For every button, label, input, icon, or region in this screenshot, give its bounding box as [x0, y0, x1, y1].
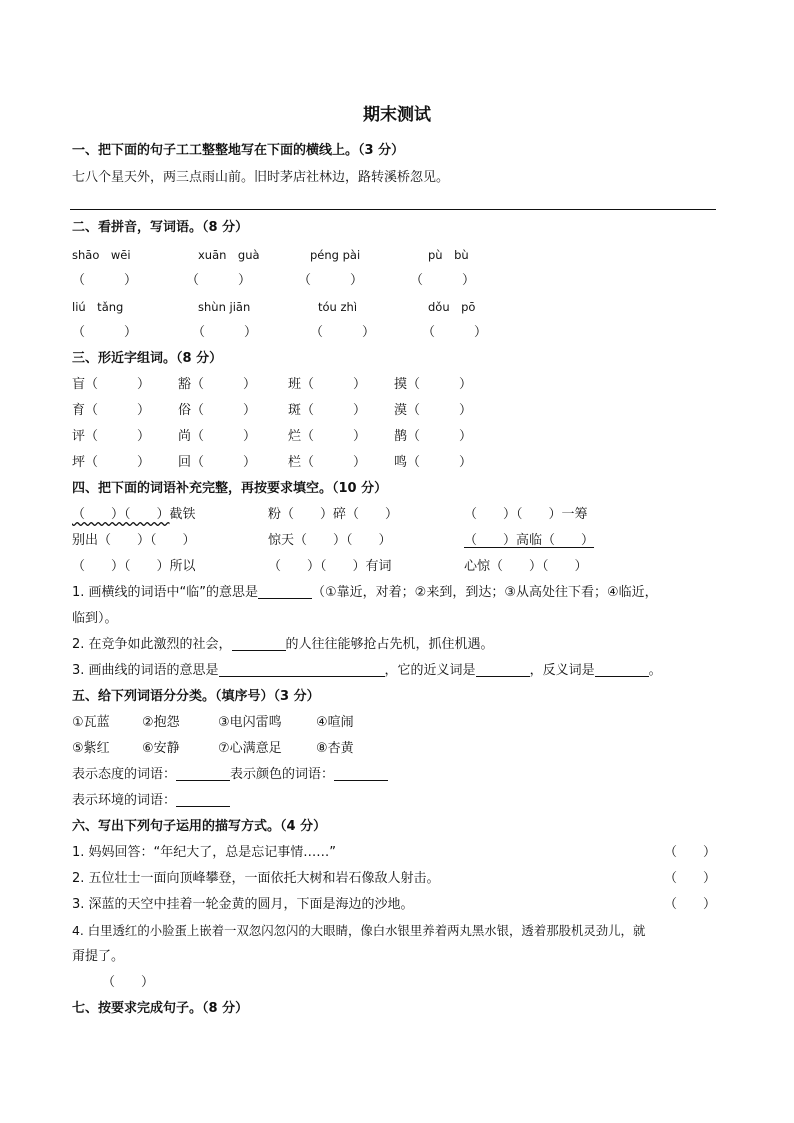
- word-option: ⑧杏黄: [316, 741, 354, 756]
- question-text: 2. 在竞争如此激烈的社会，: [72, 637, 232, 652]
- answer-bracket[interactable]: （ ）: [85, 377, 151, 392]
- pinyin-5: liú tǎng: [72, 300, 124, 314]
- section-2-heading: 二、看拼音，写词语。（8 分）: [72, 220, 249, 235]
- answer-bracket[interactable]: （ ）: [407, 429, 473, 444]
- question-options-cont: 临到）。: [72, 611, 118, 626]
- answer-bracket[interactable]: （ ）: [85, 403, 151, 418]
- answer-bracket[interactable]: （ ）: [301, 377, 367, 392]
- answer-blank[interactable]: [219, 662, 385, 677]
- idiom-text: 截铁: [169, 507, 196, 522]
- char: 回: [178, 455, 192, 470]
- char: 尚: [178, 429, 192, 444]
- category-label: 表示环境的词语：: [72, 793, 177, 808]
- answer-bracket[interactable]: （ ）: [186, 273, 252, 288]
- answer-bracket[interactable]: （ ）: [407, 403, 473, 418]
- idiom-blank[interactable]: 别出（ ）（ ）: [72, 533, 196, 548]
- poem-text: 七八个星天外，两三点雨山前。旧时茅店社林边，路转溪桥忽见。: [72, 170, 450, 185]
- word-option: ⑥安静: [142, 741, 180, 756]
- idiom-underlined-blank[interactable]: （ ）高临（ ）: [464, 533, 595, 548]
- idiom-blank[interactable]: （ ）（ ）有词: [268, 559, 392, 574]
- sentence-3: 3. 深蓝的天空中挂着一轮金黄的圆月，下面是海边的沙地。: [72, 897, 414, 912]
- char: 烂: [288, 429, 302, 444]
- question-text: 的人往往能够抢占先机，抓住机遇。: [285, 637, 494, 652]
- answer-blank[interactable]: [176, 792, 230, 807]
- answer-bracket[interactable]: （ ）: [191, 403, 257, 418]
- pinyin-4: pù bù: [428, 248, 469, 262]
- sentence-1: 1. 妈妈回答：“年纪大了，总是忘记事情……”: [72, 845, 337, 860]
- answer-bracket[interactable]: （ ）: [72, 325, 138, 340]
- answer-bracket[interactable]: （ ）: [192, 325, 258, 340]
- char: 鸣: [394, 455, 408, 470]
- char: 俗: [178, 403, 192, 418]
- answer-bracket[interactable]: （ ）: [191, 429, 257, 444]
- answer-bracket[interactable]: （ ）: [407, 455, 473, 470]
- char: 评: [72, 429, 86, 444]
- char: 栏: [288, 455, 302, 470]
- section-6-heading: 六、写出下列句子运用的描写方式。（4 分）: [72, 819, 327, 834]
- char: 育: [72, 403, 86, 418]
- answer-blank[interactable]: [476, 662, 530, 677]
- answer-bracket[interactable]: （ ）: [407, 377, 473, 392]
- answer-bracket[interactable]: （ ）: [301, 455, 367, 470]
- section-1-heading: 一、把下面的句子工工整整地写在下面的横线上。（3 分）: [72, 143, 405, 158]
- word-option: ①瓦蓝: [72, 715, 110, 730]
- answer-blank[interactable]: [232, 636, 286, 651]
- sentence-4-cont: 甭提了。: [72, 949, 125, 964]
- char: 豁: [178, 377, 192, 392]
- answer-blank[interactable]: [595, 662, 649, 677]
- answer-bracket[interactable]: （ ）: [191, 455, 257, 470]
- question-text: ，它的近义词是: [384, 663, 476, 678]
- word-option: ③电闪雷鸣: [218, 715, 282, 730]
- answer-bracket[interactable]: （ ）: [85, 429, 151, 444]
- answer-bracket[interactable]: （ ）: [664, 897, 717, 912]
- idiom-wavy-blank[interactable]: （ ）（ ）: [72, 507, 170, 522]
- question-text: 。: [648, 663, 662, 678]
- char: 摸: [394, 377, 408, 392]
- section-3-heading: 三、形近字组词。（8 分）: [72, 351, 223, 366]
- question-text: 3. 画曲线的词语的意思是: [72, 663, 219, 678]
- page-title: 期末测试: [363, 105, 431, 125]
- pinyin-6: shùn jiān: [198, 300, 251, 314]
- idiom-blank[interactable]: 粉（ ）碎（ ）: [268, 507, 399, 522]
- answer-blank[interactable]: [176, 766, 230, 781]
- question-options: （①靠近，对着；②来到，到达；③从高处往下看；④临近，: [312, 585, 658, 600]
- answer-bracket[interactable]: （ ）: [298, 273, 364, 288]
- section-7-heading: 七、按要求完成句子。（8 分）: [72, 1001, 249, 1016]
- question-text: ，反义词是: [529, 663, 595, 678]
- pinyin-3: péng pài: [310, 248, 361, 262]
- char: 坪: [72, 455, 86, 470]
- idiom-blank[interactable]: （ ）（ ）所以: [72, 559, 196, 574]
- char: 班: [288, 377, 302, 392]
- answer-bracket[interactable]: （ ）: [191, 377, 257, 392]
- section-4-heading: 四、把下面的词语补充完整，再按要求填空。（10 分）: [72, 481, 388, 496]
- category-label: 表示颜色的词语：: [230, 767, 335, 782]
- section-5-heading: 五、给下列词语分分类。（填序号）（3 分）: [72, 689, 320, 704]
- char: 斑: [288, 403, 302, 418]
- answer-bracket[interactable]: （ ）: [422, 325, 488, 340]
- sentence-2: 2. 五位壮士一面向顶峰攀登，一面依托大树和岩石像敌人射击。: [72, 871, 440, 886]
- answer-bracket[interactable]: （ ）: [310, 325, 376, 340]
- idiom-blank[interactable]: 惊天（ ）（ ）: [268, 533, 392, 548]
- answer-bracket[interactable]: （ ）: [85, 455, 151, 470]
- char: 盲: [72, 377, 86, 392]
- question-text: 1. 画横线的词语中“临”的意思是: [72, 585, 259, 600]
- pinyin-7: tóu zhì: [318, 300, 358, 314]
- answer-blank[interactable]: [334, 766, 388, 781]
- idiom-blank[interactable]: 心惊（ ）（ ）: [464, 559, 588, 574]
- idiom-blank[interactable]: （ ）（ ）一筹: [464, 507, 588, 522]
- answer-bracket[interactable]: （ ）: [664, 871, 717, 886]
- answer-bracket[interactable]: （ ）: [664, 845, 717, 860]
- answer-bracket[interactable]: （ ）: [72, 273, 138, 288]
- answer-bracket[interactable]: （ ）: [102, 975, 155, 990]
- char: 鹊: [394, 429, 408, 444]
- word-option: ④喧闹: [316, 715, 354, 730]
- pinyin-1: shāo wēi: [72, 248, 131, 262]
- word-option: ⑦心满意足: [218, 741, 282, 756]
- answer-bracket[interactable]: （ ）: [301, 403, 367, 418]
- pinyin-8: dǒu pō: [428, 300, 476, 314]
- char: 漠: [394, 403, 408, 418]
- answer-bracket[interactable]: （ ）: [410, 273, 476, 288]
- answer-bracket[interactable]: （ ）: [301, 429, 367, 444]
- pinyin-2: xuān guà: [198, 248, 260, 262]
- word-option: ②抱怨: [142, 715, 180, 730]
- answer-blank[interactable]: [258, 584, 312, 599]
- sentence-4: 4. 白里透红的小脸蛋上嵌着一双忽闪忽闪的大眼睛，像白水银里养着两丸黑水银，透着那股机灵劲儿，就: [72, 923, 646, 938]
- category-label: 表示态度的词语：: [72, 767, 177, 782]
- answer-line[interactable]: [70, 209, 716, 210]
- word-option: ⑤紫红: [72, 741, 110, 756]
